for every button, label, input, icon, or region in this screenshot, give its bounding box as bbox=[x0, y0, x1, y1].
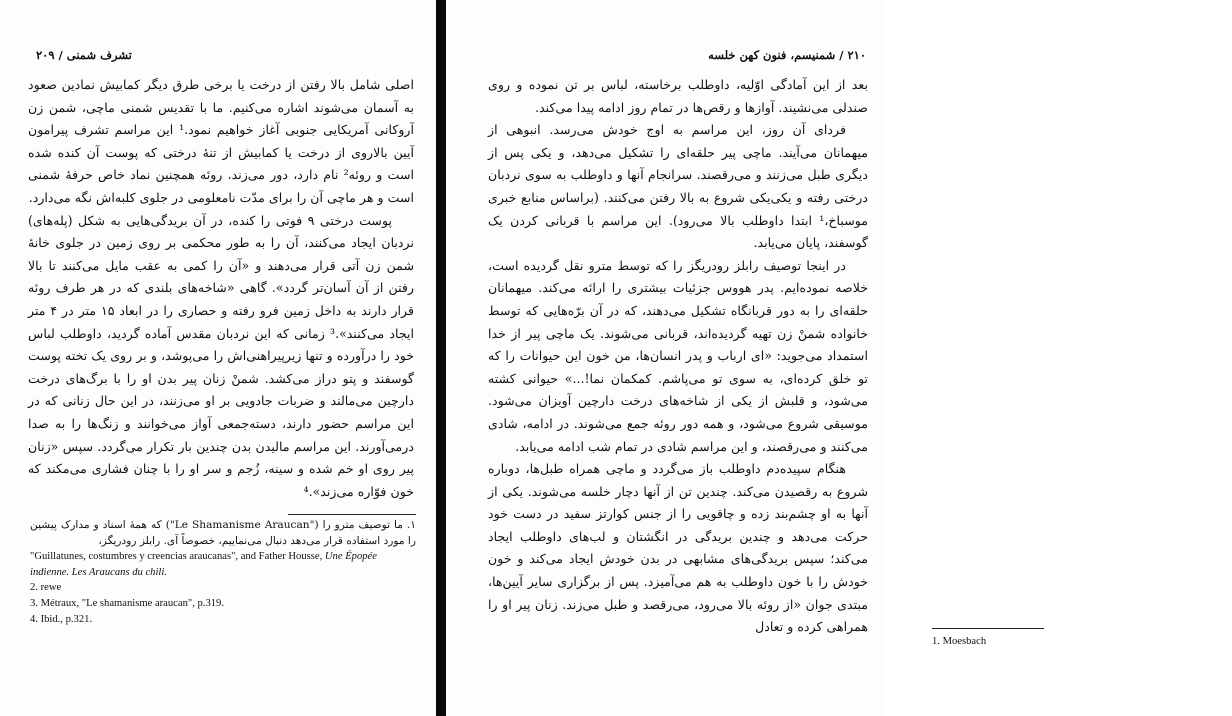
right-footnotes bbox=[932, 634, 1232, 650]
left-paragraph-2: پوست درختی ۹ فوتی را کنده، در آن بریدگی‌هایی به شکل (پله‌های) نردبان ایجاد می‌کنند، آن را به طور محکمی بر روی زمین در جلوی خانهٔ شمن زن آتی قرار می‌دهند و «آن را کمی به عقب مایل می‌کنند تا بالا رفتن از آن آسان‌تر گردد». گاهی «شاخه‌های بلندی که در هر طرف روئه قرار دارند به داخل زمین فرو رفته و حصاری را در ابعاد ۱۵ متر در ۴ متر ایجاد می‌کنند».³ زمانی که این نردبان مقدس آماده گردید، داوطلب لباس خود را درآورده و تنها زیرپیراهنی‌اش را می‌پوشد، و بر روی یک تخته پوست گوسفند و پتو دراز می‌کشد. شمنْ زنان پیر بدن او را با برگ‌های درخت دارچین می‌مالند و ضربات جادویی بر او می‌زنند، در این حال زنانی که در این مراسم حضور دارند، دسته‌جمعی آواز می‌خوانند و زنگ‌ها را به صدا درمی‌آورند. این مراسم مالیدن بدن چندین بار تکرار می‌گردد. سپس «زنان پیر روی او خم شده و سینه، زُجم و سر او را با چنان فشاری می‌مکند که خون فوّاره می‌زند».⁴ bbox=[28, 212, 415, 499]
footnote-1-persian: ۱. ما توصیف مترو را ("Le Shamanisme Araucan") که همهٔ اسناد و مدارک پیشین را مورد استفاده قرار می‌دهد دنبال می‌نماییم، خصوصاً آی. رابلز رودریگز، bbox=[30, 519, 416, 547]
right-paragraph-1: بعد از این آمادگی اوّلیه، داوطلب برخاسته، لباس بر تن نموده و روی صندلی می‌نشیند. آوازها و رقص‌ها در تمام روز ادامه پیدا می‌کند. bbox=[488, 77, 868, 115]
footnote-2: 2. rewe bbox=[30, 582, 62, 594]
footnote-1-english-roman: "Guillatunes, costumbres y creencias araucanas", and Father Housse, bbox=[30, 551, 325, 563]
footnote-1-english-italic: Une Épopée indienne. Les Araucans du chili. bbox=[30, 551, 377, 578]
right-footnote-rule bbox=[932, 628, 1044, 629]
book-spine-gutter bbox=[436, 0, 446, 716]
footnote-1-english bbox=[30, 549, 416, 580]
left-body-text bbox=[28, 74, 414, 503]
right-footnote-1: 1. Moesbach bbox=[932, 636, 987, 647]
left-footnotes bbox=[30, 518, 416, 627]
right-paragraph-2: فردای آن روز، این مراسم به اوج خودش می‌رسد. انبوهی از میهمانان می‌آیند. ماچی پیر حلقه‌ای را تشکیل می‌دهد، و یکی پس از دیگری طبل می‌زنند و می‌رقصند. سرانجام آنها و داوطلب به سوی نردبان درختی رفته و یکی‌یکی شروع به بالا رفتن می‌کنند. (براساس منابع خبری موسباخ،¹ ابتدا داوطلب بالا می‌رود). این مراسم با قربانی کردن یک گوسفند، پایان می‌یابد. bbox=[488, 122, 868, 251]
left-running-header: تشرف شمنی / ۲۰۹ bbox=[36, 48, 132, 62]
footnote-3: 3. Métraux, "Le shamanisme araucan", p.319. bbox=[30, 597, 224, 609]
left-footnote-rule bbox=[288, 514, 416, 515]
right-running-header: ۲۱۰ / شمنیسم، فنون کهن خلسه bbox=[708, 48, 866, 62]
right-paragraph-3: در اینجا توصیف رابلز رودریگز را که توسط مترو نقل گردیده است، خلاصه نموده‌ایم. پدر هووس جزئیات بیشتری را ارائه می‌کند. میهمانان حلقه‌ای را به دور قربانگاه تشکیل می‌دهند، که در آن برّه‌هایی که توسط خانواده شمنْ زن تهیه گردیده‌اند، قربانی می‌شوند. یک ماچی پیر از خدا استمداد می‌جوید: «ای ارباب و پدر انسان‌ها، من خون این حیوانات را که تو خلق کرده‌ای، به سوی تو می‌پاشم. کمکمان نما!...» حیوانی کشته می‌شود، و قلبش از یکی از شاخه‌های درخت دارچین آویزان می‌شود. موسیقی شروع می‌شود، و همه دور روئه جمع می‌شوند. در ادامه، شادی می‌کنند و می‌رقصند، و این مراسم شادی در تمام شب ادامه می‌یابد. bbox=[488, 257, 868, 454]
left-paragraph-1: اصلی شامل بالا رفتن از درخت یا برخی طرق دیگر کمابیش نمادین صعود به آسمان می‌شوند اشاره می‌کنیم. ما با تقدیس شمنی ماچی، شمن زن آروکانی آمریکایی جنوبی آغاز خواهیم نمود.¹ این مراسم تشرف پیرامون آیین بالاروی از درخت یا کمابیش از تنهٔ درختی که پوست آن کنده شده است و روئه² نام دارد، دور می‌زند. روئه همچنین نماد خاص حرفهٔ شمنی است و هر ماچی آن را برای مدّت نامعلومی در جلوی کلبه‌اش نگه می‌دارد. bbox=[28, 77, 415, 205]
left-page bbox=[0, 0, 436, 716]
footnote-4: 4. Ibid., p.321. bbox=[30, 613, 93, 625]
right-page bbox=[446, 0, 987, 716]
right-paragraph-4: هنگام سپیده‌دم داوطلب باز می‌گردد و ماچی همراه طبل‌ها، دوباره شروع به رقصیدن می‌کند. چندین تن از آنها دچار خلسه می‌شوند. یکی از آنها به او چشم‌بند زده و چاقویی را از جنس کوارتز سفید در دست خود حرکت می‌دهد و چندین بریدگی در انگشتان و لب‌های داوطلب ایجاد می‌کند؛ سپس بریدگی‌های مشابهی در بدن خودش ایجاد می‌کند و خون خودش را با خون داوطلب به هم می‌آمیزد. پس از برگزاری سایر آیین‌ها، مبتدی جوان «از روئه بالا می‌رود، می‌رقصد و طبل می‌زند. زنان پیر او را همراهی کرده و تعادل bbox=[488, 461, 868, 635]
right-body-text bbox=[488, 74, 868, 639]
